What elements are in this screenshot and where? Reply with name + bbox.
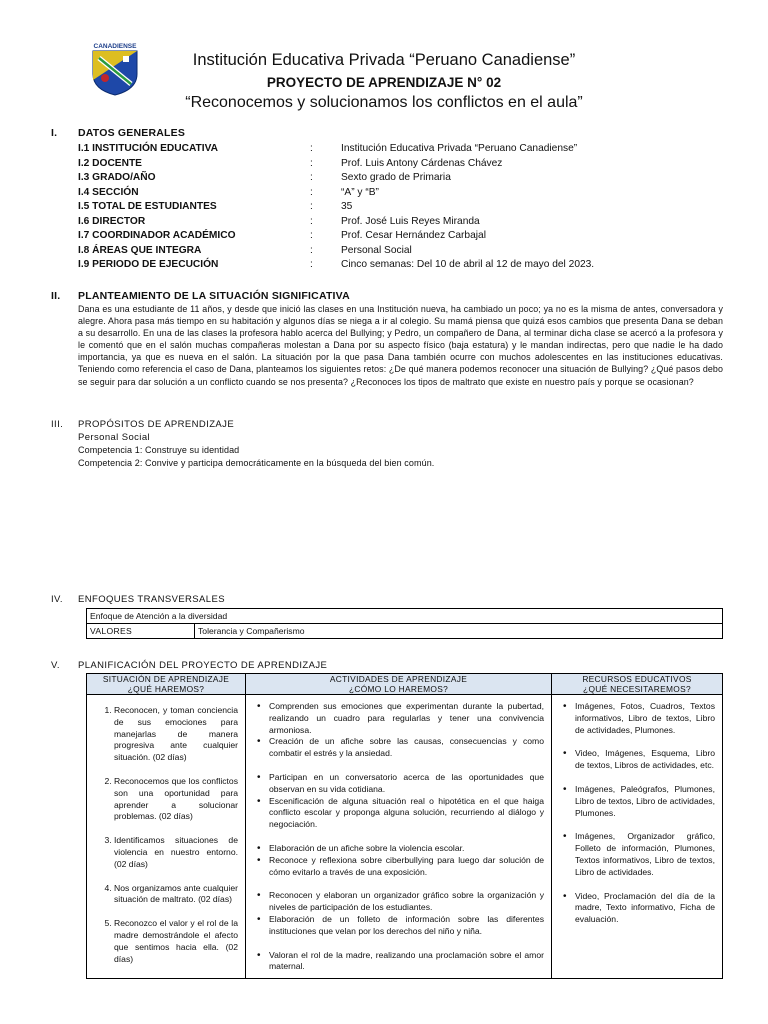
dg-colon: :	[310, 259, 313, 270]
dg-value: Prof. Luis Antony Cárdenas Chávez	[341, 157, 503, 169]
list-item: 2. Reconocemos que los conflictos son una oportunidad para aprender a solucionar problemas. (02 días)	[114, 776, 238, 823]
section-number: III.	[51, 419, 64, 430]
header-line: ¿QUÉ HAREMOS?	[127, 684, 205, 694]
list-item: • Elaboración de un folleto de información sobre las diferentes instituciones que velan por los derechos del niño y niña.	[269, 914, 544, 938]
table-row	[87, 609, 723, 624]
list-item: • Video, Proclamación del día de la madre, Texto informativo, Ficha de evaluación.	[575, 891, 715, 926]
dg-key: I.7 COORDINADOR ACADÉMICO	[78, 230, 236, 241]
dg-value: Sexto grado de Primaria	[341, 172, 451, 183]
recursos-cell	[552, 695, 723, 979]
dg-colon: :	[310, 186, 313, 198]
dg-value: Personal Social	[341, 244, 412, 256]
list-item: 1. Reconocen, y toman conciencia de sus emociones para manejarlas de manera progresiva ante cualquier situación. (02 días)	[114, 705, 238, 764]
planificacion-table	[86, 673, 723, 979]
section-title-propositos: PROPÓSITOS DE APRENDIZAJE	[78, 419, 235, 430]
list-item: 3. Identificamos situaciones de violencia en nuestro entorno. (02 días)	[114, 835, 238, 870]
list-item: • Imágenes, Paleógrafos, Plumones, Libro de textos, Libro de actividades, Plumones.	[575, 784, 715, 819]
situacion-paragraph: Dana es una estudiante de 11 años, y desde que inició las clases en una Institución nueva, ha cambiado un poco; ya no es la misma de antes, conversadora y alegre. Ahora pasa más tiempo en su habitación y algunos días se niega a ir al colegio. Su mamá piensa que quizá esos cambios que presenta Dana se deban a su desarrollo. En una de las clases la profesora hablo acerca del Bullying; y Pedro, un compañero de Dana, al terminar dicha clase se acercó a la profesora y le comentó que en el salón muchas compañeras molestan a Dana por su aspecto físico (baja estatura) y le mandan indirectas, pero que nadie le ha dado importancia, ya que es nueva en el salón. La situación por la que pasa Dana también ocurre con muchos adolescentes en las instituciones educativas. Teniendo como referencia el caso de Dana, planteamos los siguientes retos: ¿De qué manera podemos reconocer una situación de Bullying? ¿Qué pasos debo se seguir para dar solución a un conflicto cuando se nos presenta? ¿Reconoces los tipos de maltrato que existe en nuestro país y porque se ocasionan?	[78, 304, 723, 387]
valores-cell: Tolerancia y Compañerismo	[195, 624, 723, 639]
col-header-actividades	[246, 674, 552, 695]
dg-colon: :	[310, 215, 313, 227]
dg-colon: :	[310, 172, 313, 183]
list-item: 5. Reconozco el valor y el rol de la madre demostrándole el afecto que sentimos hacia ella. (02 días)	[114, 918, 238, 965]
dg-value: Cinco semanas: Del 10 de abril al 12 de mayo del 2023.	[341, 259, 595, 270]
header-line: RECURSOS EDUCATIVOS	[582, 674, 692, 684]
list-item: • Valoran el rol de la madre, realizando una proclamación sobre el amor maternal.	[269, 950, 544, 974]
section-number: II.	[51, 290, 61, 302]
dg-key: I.6 DIRECTOR	[78, 215, 146, 227]
header-line: ¿CÓMO LO HAREMOS?	[348, 684, 449, 694]
valores-label: VALORES	[87, 624, 195, 639]
enfoque-cell: Enfoque de Atención a la diversidad	[87, 609, 723, 624]
dg-colon: :	[310, 157, 313, 169]
list-item: • Comprenden sus emociones que experimentan durante la pubertad, realizando un cuadro para regularlas y tener una convivencia armoniosa.	[269, 701, 544, 736]
table-row	[87, 695, 723, 979]
dg-key: I.3 GRADO/AÑO	[78, 172, 156, 183]
dg-value: 35	[341, 201, 353, 212]
enfoques-table	[86, 608, 723, 639]
header-line: ¿QUÉ NECESITAREMOS?	[583, 684, 691, 694]
section-title-enfoques: ENFOQUES TRANSVERSALES	[78, 594, 225, 605]
dg-key: I.1 INSTITUCIÓN EDUCATIVA	[78, 143, 218, 154]
table-row	[87, 624, 723, 639]
dg-colon: :	[310, 143, 313, 154]
header-line: SITUACIÓN DE APRENDIZAJE	[102, 674, 230, 684]
svg-text:CANADIENSE: CANADIENSE	[93, 43, 137, 50]
col-header-recursos	[552, 674, 723, 695]
competencia-2: Competencia 2: Convive y participa democráticamente en la búsqueda del bien común.	[78, 458, 435, 468]
situaciones-cell	[87, 695, 246, 979]
dg-colon: :	[310, 201, 313, 212]
list-item: • Creación de un afiche sobre las causas, consecuencias y como combatir el estrés y la ansiedad.	[269, 736, 544, 760]
section-number: I.	[51, 127, 58, 139]
section-title-situacion: PLANTEAMIENTO DE LA SITUACIÓN SIGNIFICATIVA	[78, 290, 350, 302]
dg-value: Institución Educativa Privada “Peruano Canadiense”	[341, 143, 578, 154]
list-item: 4. Nos organizamos ante cualquier situación de maltrato. (02 días)	[114, 883, 238, 907]
list-item: • Reconoce y reflexiona sobre ciberbullying para luego dar solución de cómo evitarlo a través de una exposición.	[269, 855, 544, 879]
project-title: “Reconocemos y solucionamos los conflictos en el aula”	[185, 94, 583, 111]
dg-key: I.4 SECCIÓN	[78, 186, 139, 198]
list-item: • Video, Imágenes, Esquema, Libro de textos, Libros de actividades, etc.	[575, 748, 715, 772]
list-item: • Imágenes, Organizador gráfico, Folleto de información, Plumones, Textos informativos, Libro de textos, Libro de actividades.	[575, 831, 715, 878]
table-header-row	[87, 674, 723, 695]
dg-value: Prof. Cesar Hernández Carbajal	[341, 230, 486, 241]
competencia-1: Competencia 1: Construye su identidad	[78, 445, 240, 455]
dg-colon: :	[310, 244, 313, 256]
dg-key: I.2 DOCENTE	[78, 157, 142, 169]
section-title-datos: DATOS GENERALES	[78, 127, 186, 139]
section-title-planificacion: PLANIFICACIÓN DEL PROYECTO DE APRENDIZAJE	[78, 660, 328, 671]
list-item: • Imágenes, Fotos, Cuadros, Textos informativos, Libro de textos, Libro de actividades, Plumones.	[575, 701, 715, 736]
section-number: V.	[51, 660, 60, 671]
header-line: ACTIVIDADES DE APRENDIZAJE	[329, 674, 468, 684]
project-number: PROYECTO DE APRENDIZAJE N° 02	[266, 75, 502, 90]
dg-value: Prof. José Luis Reyes Miranda	[341, 215, 480, 227]
propositos-area: Personal Social	[78, 432, 151, 443]
institution-name: Institución Educativa Privada “Peruano Canadiense”	[192, 51, 576, 69]
list-item: • Elaboración de un afiche sobre la violencia escolar.	[269, 843, 544, 855]
list-item: • Escenificación de alguna situación real o hipotética en el que haiga conflicto escolar y proponga alguna solución, recurriendo al diálogo y negociación.	[269, 796, 544, 831]
list-item: • Reconocen y elaboran un organizador gráfico sobre la organización y niveles de participación de los estudiantes.	[269, 890, 544, 914]
dg-colon: :	[310, 230, 313, 241]
actividades-cell	[246, 695, 552, 979]
dg-value: “A” y “B”	[341, 186, 379, 198]
section-number: IV.	[51, 594, 63, 605]
dg-key: I.8 ÁREAS QUE INTEGRA	[78, 244, 202, 256]
list-item: • Participan en un conversatorio acerca de las oportunidades que observan en su vida cotidiana.	[269, 772, 544, 796]
col-header-situacion	[87, 674, 246, 695]
dg-key: I.9 PERIODO DE EJECUCIÓN	[78, 259, 219, 270]
dg-key: I.5 TOTAL DE ESTUDIANTES	[78, 201, 217, 212]
